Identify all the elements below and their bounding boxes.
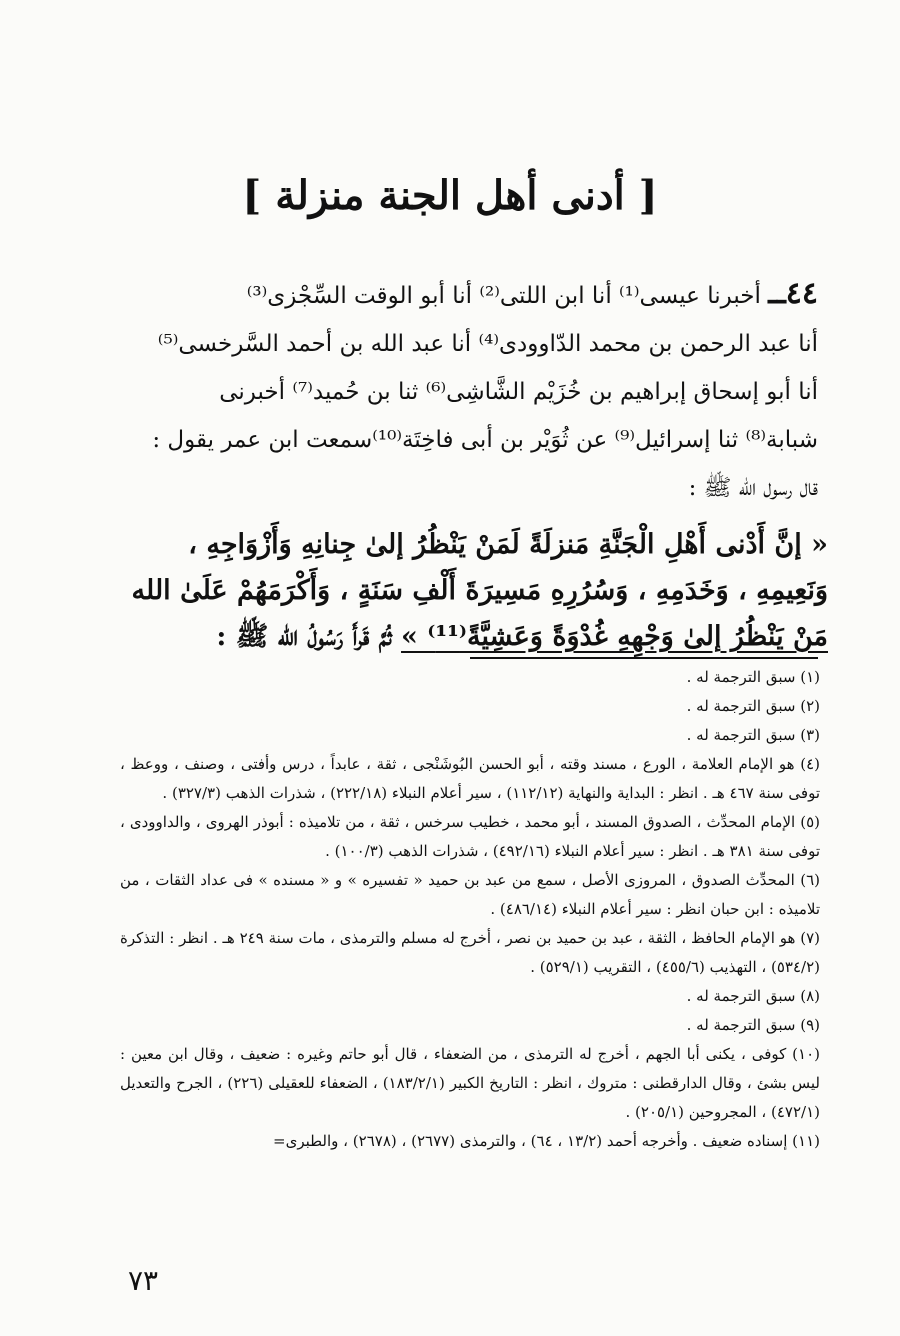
- hadith-line: [118, 614, 828, 660]
- isnad-block: [118, 270, 818, 512]
- footnote: (٨) سبق الترجمة له .: [686, 987, 820, 1005]
- footnote: (٦) المحدِّث الصدوق ، المروزى الأصل ، سمع من عبد بن حميد « تفسيره » و « مسنده » فى عداد الثقات ، من تلاميذه : ابن حبان انظر : سير أعلام النبلاء (٤٨٦/١٤) .: [120, 871, 820, 918]
- footnote: (٥) الإمام المحدِّث ، الصدوق المسند ، أبو محمد ، خطيب سرخس ، ثقة ، من تلاميذه : أبوذر الهروى ، والداوودى ، توفى سنة ٣٨١ هـ . انظر : سير أعلام النبلاء (٤٩٢/١٦) ، شذرات الذهب (١٠٠/٣) .: [120, 813, 820, 860]
- hadith-text: [118, 522, 828, 660]
- isnad-line: قال رسول الله ﷺ :: [688, 475, 818, 501]
- hadith-line: وَنَعِيمِهِ ، وَخَدَمِهِ ، وَسُرُرِهِ مَسِيرَةَ أَلْفِ سَنَةٍ ، وَأَكْرَمَهُمْ عَلَىٰ الله: [131, 575, 828, 606]
- footnote: (٩) سبق الترجمة له .: [686, 1016, 820, 1034]
- hadith-line-underlined: مَنْ يَنْظُرُ إلىٰ وَجْهِهِ غُدْوَةً وَعَشِيَّةً⁽¹¹⁾ »: [401, 621, 828, 652]
- footnotes: [120, 663, 820, 1156]
- hadith-line: « إنَّ أَدْنى أَهْلِ الْجَنَّةِ مَنزلَةً لَمَنْ يَنْظُرُ إلىٰ جِنانِهِ وَأَزْوَاجِهِ ،: [188, 529, 828, 560]
- hadith-number: ٤٤ــ: [768, 276, 818, 311]
- footnote-separator: [470, 657, 818, 659]
- isnad-line: شبابة⁽⁸⁾ ثنا إسرائيل⁽⁹⁾ عن ثُوَيْر بن أبى فاخِتَة⁽¹⁰⁾سمعت ابن عمر يقول :: [152, 427, 818, 453]
- isnad-line: أنا أبو إسحاق إبراهيم بن خُزَيْم الشَّاشِى⁽⁶⁾ ثنا بن حُميد⁽⁷⁾ أخبرنى: [219, 379, 818, 405]
- chapter-title: [ أدنى أهل الجنة منزلة ]: [242, 172, 658, 219]
- isnad-text: أخبرنا عيسى⁽¹⁾ أنا ابن اللتى⁽²⁾ أنا أبو الوقت السِّجْزى⁽³⁾: [246, 283, 761, 309]
- page-number: ٧٣: [128, 1264, 159, 1297]
- hadith-line-end: ثُمَّ قَرأَ رَسُولُ الله ﷺ :: [216, 621, 392, 652]
- footnote: (٧) هو الإمام الحافظ ، الثقة ، عبد بن حميد بن نصر ، أخرج له مسلم والترمذى ، مات سنة ٢٤٩ هـ . انظر : التذكرة (٥٣٤/٢) ، التهذيب (٤٥٥/٦) ، التقريب (٥٢٩/١) .: [120, 929, 820, 976]
- footnote: (٢) سبق الترجمة له .: [686, 697, 820, 715]
- isnad-line: أنا عبد الرحمن بن محمد الدّاوودى⁽⁴⁾ أنا عبد الله بن أحمد السَّرخسى⁽⁵⁾: [157, 331, 818, 357]
- footnote: (١) سبق الترجمة له .: [686, 668, 820, 686]
- footnote: (٤) هو الإمام العلامة ، الورع ، مسند وقته ، أبو الحسن البُوشَنْجى ، ثقة ، عابداً ، درس وأفتى ، وصنف ، ووعظ ، توفى سنة ٤٦٧ هـ . انظر : البداية والنهاية (١١٢/١٢) ، سير أعلام النبلاء (٢٢٢/١٨) ، شذرات الذهب (٣٢٧/٣) .: [120, 755, 820, 802]
- footnote: (١٠) كوفى ، يكنى أبا الجهم ، أخرج له الترمذى ، من الضعفاء ، قال أبو حاتم وغيره : ضعيف ، وقال ابن معين : ليس بشئ ، وقال الدارقطنى : متروك ، انظر : التاريخ الكبير (١٨٣/٢/١) ، الضعفاء للعقيلى (٢٢٦) ، الجرح والتعديل (٤٧٢/١) ، المجروحين (٢٠٥/١) .: [120, 1045, 820, 1121]
- footnote: (٣) سبق الترجمة له .: [686, 726, 820, 744]
- isnad-line: [118, 270, 818, 320]
- footnote: (١١) إسناده ضعيف . وأخرجه أحمد (١٣/٢ ، ٦٤) ، والترمذى (٢٦٧٧) ، (٢٦٧٨) ، والطبرى=: [273, 1132, 820, 1150]
